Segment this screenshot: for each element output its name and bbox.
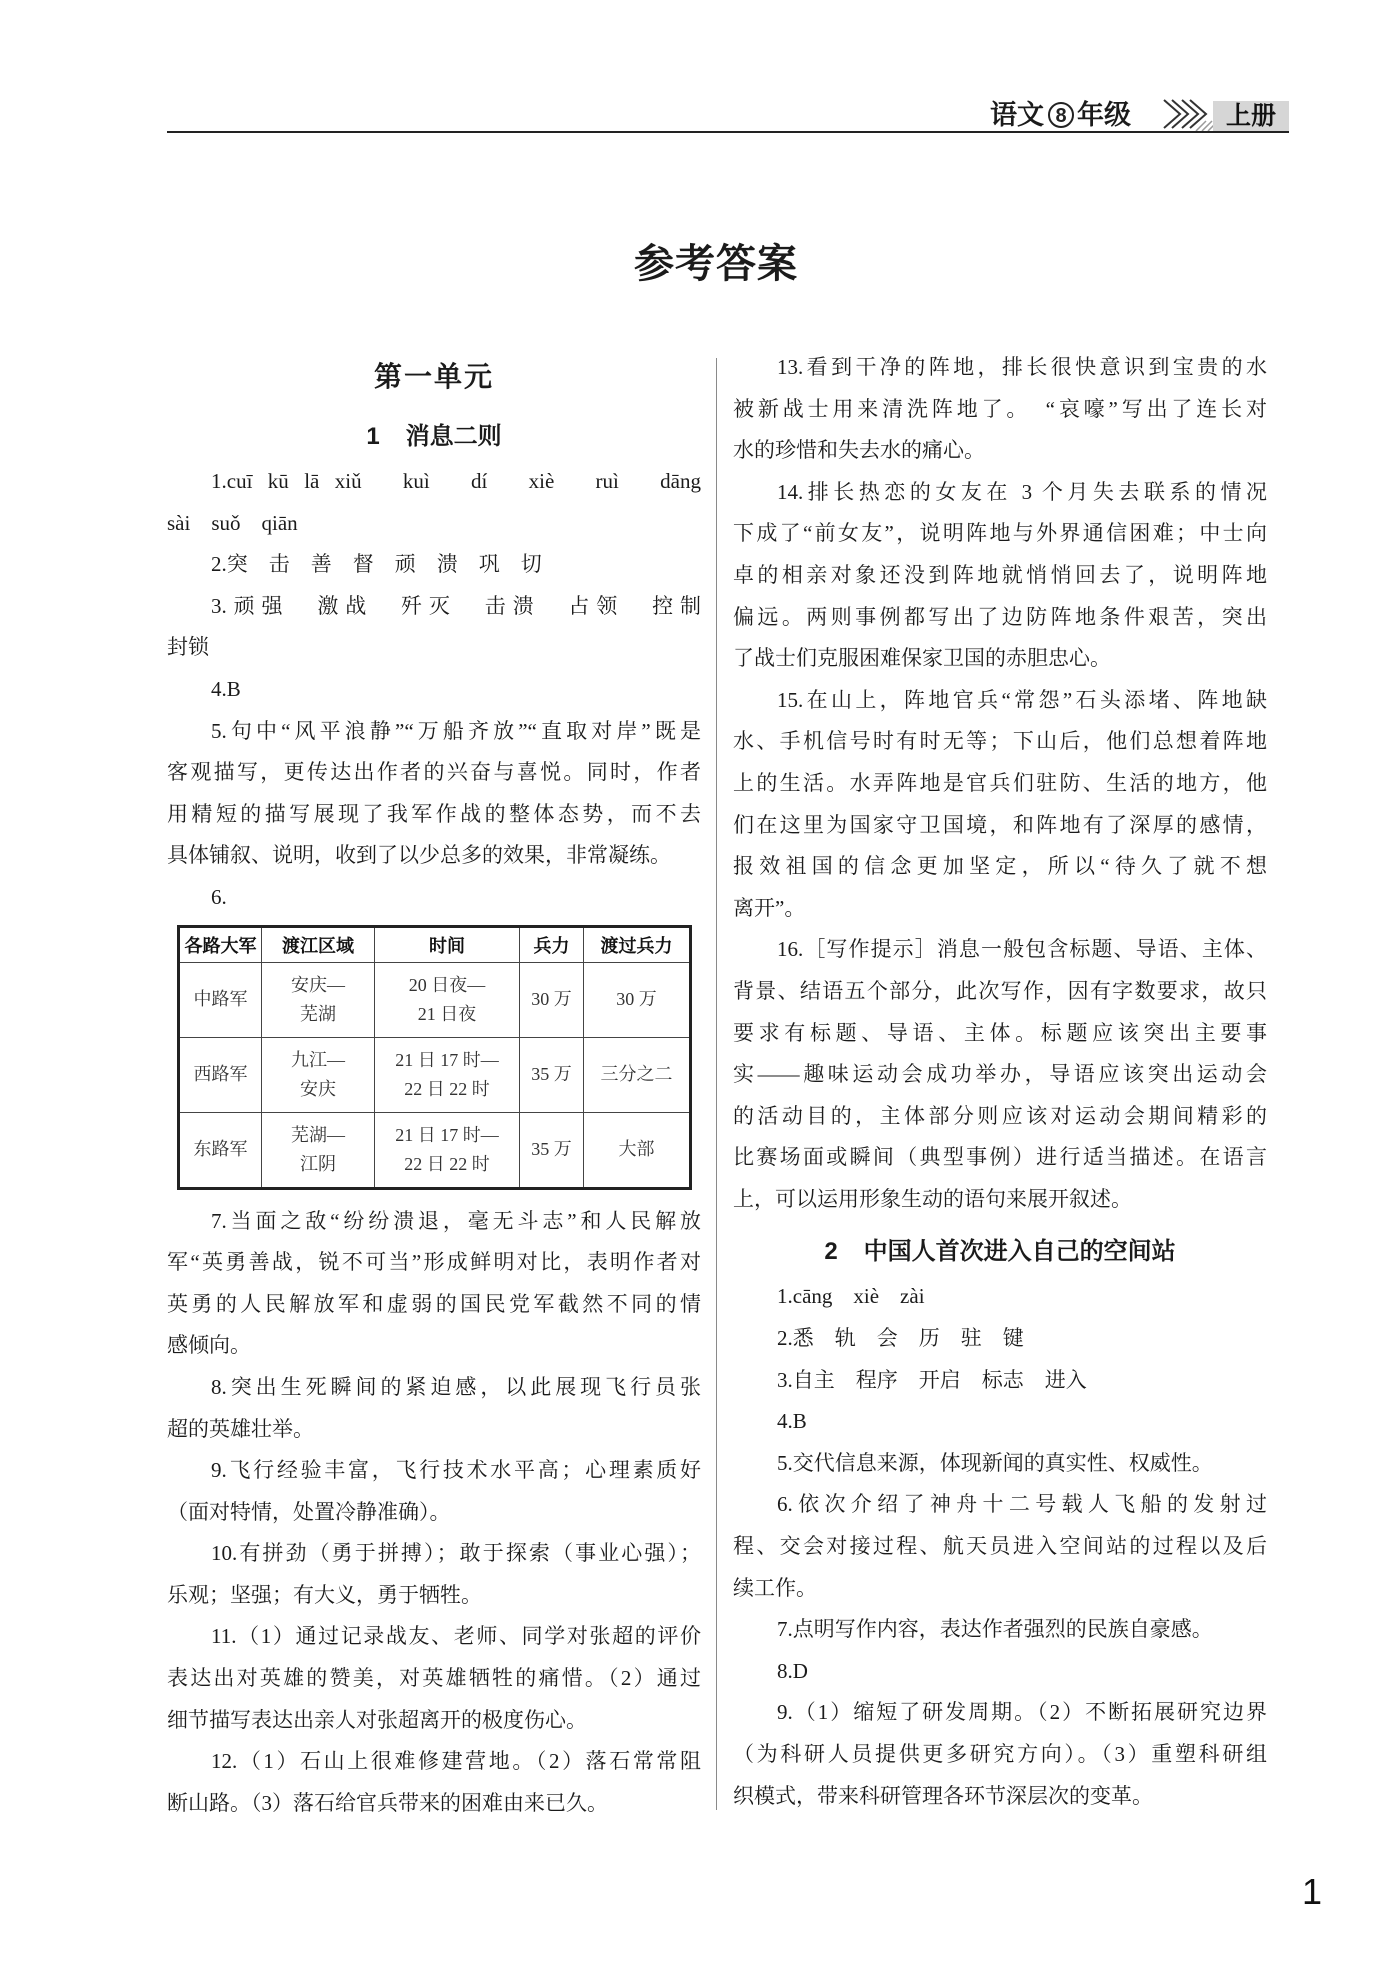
answer-item (733, 1609, 1267, 1651)
table-cell (375, 1037, 520, 1112)
table-cell-text: 21 日夜 (417, 1003, 477, 1024)
answer-line: 用精短的描写展现了我军作战的整体态势，而不去 (167, 801, 701, 826)
table-cell (520, 1112, 584, 1188)
answer-line: （为科研人员提供更多研究方向）。（3）重塑科研组 (733, 1742, 1267, 1766)
answer-item (167, 877, 701, 919)
answer-line: 比赛场面或瞬间（典型事例）进行适当描述。在语言 (733, 1145, 1267, 1170)
left-column (167, 353, 701, 1824)
army-crossing-table (177, 925, 692, 1190)
answer-line: 16.［写作提示］消息一般包含标题、导语、主体、 (777, 937, 1267, 962)
table-header-cell: 各路大军 (179, 926, 262, 962)
answer-line: 客观描写，更传达出作者的兴奋与喜悦。同时，作者 (167, 760, 701, 785)
answer-item (167, 1367, 701, 1450)
table-cell (179, 1112, 262, 1188)
lesson-number: 2 (824, 1238, 838, 1266)
table-cell-text: 安庆 (300, 1078, 336, 1099)
table-cell (262, 962, 375, 1037)
answer-item (733, 1692, 1267, 1817)
answer-line: 12.（1）石山上很难修建营地。（2）落石常常阻 (211, 1749, 701, 1774)
double-chevron-icon (1160, 96, 1216, 132)
table-cell (584, 962, 691, 1037)
subject-label: 语文 (990, 100, 1044, 130)
grade-label: 年级 (1077, 100, 1131, 130)
answer-line: 8.突出生死瞬间的紧迫感，以此展现飞行员张 (211, 1374, 701, 1399)
answer-item (167, 1616, 701, 1741)
table-cell (520, 1037, 584, 1112)
lesson-number: 1 (366, 423, 380, 450)
answer-line: sài suǒ qiān (167, 510, 298, 535)
page-title: 参考答案 (634, 241, 798, 286)
answer-line: 报效祖国的信念更加坚定，所以“待久了就不想 (733, 854, 1267, 879)
table-header-cell: 渡过兵力 (584, 926, 691, 962)
answer-line: 卓的相亲对象还没到阵地就悄悄回去了，说明阵地 (733, 562, 1267, 587)
table-cell-text: 35 万 (531, 1139, 572, 1160)
table-cell (179, 1037, 262, 1112)
answer-list (733, 1276, 1267, 1817)
table-cell-text: 20 日夜— (408, 974, 486, 995)
table-cell-text: 芜湖— (291, 1124, 345, 1145)
answer-line: 背景、结语五个部分，此次写作，因有字数要求，故只 (733, 978, 1267, 1003)
table-header-cell: 兵力 (520, 926, 584, 962)
answer-line: 超的英雄壮举。 (167, 1416, 314, 1441)
answer-item (733, 1360, 1267, 1402)
unit-title: 第一单元 (373, 361, 494, 392)
answer-line: 水的珍惜和失去水的痛心。 (733, 438, 985, 463)
table-cell-text: 九江— (291, 1049, 345, 1070)
table-cell-text: 22 日 22 时 (404, 1153, 490, 1174)
table-cell-text: 中路军 (193, 989, 248, 1010)
answer-item (733, 1484, 1267, 1609)
table-cell (179, 962, 262, 1037)
answer-line: 下成了“前女友”，说明阵地与外界通信困难；中士向 (733, 521, 1267, 546)
book-label (990, 98, 1131, 132)
answer-line: 10.有拼劲（勇于拼搏）；敢于探索（事业心强）； (211, 1541, 701, 1566)
table-row (179, 1037, 691, 1112)
answer-line: 了战士们克服困难保家卫国的赤胆忠心。 (733, 646, 1111, 671)
answer-line: 9.飞行经验丰富，飞行技术水平高；心理素质好 (211, 1458, 701, 1483)
answer-item (167, 1201, 701, 1367)
table-cell (584, 1037, 691, 1112)
answer-line: 2.突 击 善 督 顽 溃 巩 切 (211, 552, 542, 577)
table-cell-text: 30 万 (616, 989, 657, 1010)
table-cell-text: 30 万 (531, 989, 572, 1010)
table-cell (584, 1112, 691, 1188)
answer-line: 15.在山上，阵地官兵“常怨”石头添堵、阵地缺 (777, 687, 1267, 712)
answer-line: 表达出对英雄的赞美，对英雄牺牲的痛惜。（2）通过 (167, 1666, 701, 1691)
table-cell (375, 1112, 520, 1188)
answer-line: 乐观；坚强；有大义，勇于牺牲。 (167, 1582, 482, 1607)
answer-line: 13.看到干净的阵地，排长很快意识到宝贵的水 (777, 355, 1267, 379)
column-divider (716, 358, 717, 1810)
answer-line: 程、交会对接过程、航天员进入空间站的过程以及后 (733, 1534, 1267, 1559)
answer-line: 3.顽强 激战 歼灭 击溃 占领 控制 (211, 593, 701, 618)
answer-line: 实——趣味运动会成功举办，导语应该突出运动会 (733, 1062, 1267, 1087)
grade-badge: 8 (1048, 102, 1074, 128)
answer-item (733, 472, 1267, 680)
answer-line: （面对特情，处置冷静准确）。 (167, 1499, 451, 1524)
answer-line: 水、手机信号时有时无等；下山后，他们总想着阵地 (733, 729, 1267, 754)
table-header-row (179, 926, 691, 962)
answer-list (167, 1201, 701, 1825)
answer-line: 11.（1）通过记录战友、老师、同学对张超的评价 (211, 1624, 701, 1649)
answer-line: 续工作。 (733, 1575, 817, 1600)
answer-line: 1.cāng xiè zài (777, 1284, 925, 1309)
answer-line: 们在这里为国家守卫国境，和阵地有了深厚的感情， (733, 812, 1267, 837)
lesson-heading (167, 415, 701, 459)
answer-line: 织模式，带来科研管理各环节深层次的变革。 (733, 1783, 1153, 1808)
table-body (179, 962, 691, 1188)
answer-line: 5.句中“风平浪静”“万船齐放”“直取对岸”既是 (211, 718, 701, 743)
answer-item (167, 1741, 701, 1824)
answer-list (733, 347, 1267, 1220)
answer-item (733, 1443, 1267, 1485)
table-cell (375, 962, 520, 1037)
answer-item (167, 669, 701, 711)
answer-line: 6.依次介绍了神舟十二号载人飞船的发射过 (777, 1492, 1267, 1517)
answer-line: 8.D (777, 1658, 808, 1683)
table-cell (520, 962, 584, 1037)
table-header-cell: 渡江区域 (262, 926, 375, 962)
answer-line: 军“英勇善战，锐不可当”形成鲜明对比，表明作者对 (167, 1250, 701, 1275)
lesson-heading (733, 1230, 1267, 1274)
answer-line: 上，可以运用形象生动的语句来展开叙述。 (733, 1186, 1132, 1211)
answer-line: 上的生活。水弄阵地是官兵们驻防、生活的地方，他 (733, 770, 1267, 795)
answer-item (733, 680, 1267, 930)
table-cell-text: 21 日 17 时— (395, 1049, 499, 1070)
answer-line: 5.交代信息来源，体现新闻的真实性、权威性。 (777, 1450, 1213, 1475)
answer-line: 7.点明写作内容，表达作者强烈的民族自豪感。 (777, 1617, 1213, 1642)
answer-item (733, 1401, 1267, 1443)
lesson-title: 中国人首次进入自己的空间站 (863, 1238, 1176, 1266)
answer-item (733, 347, 1267, 472)
table-row (179, 1112, 691, 1188)
answer-item (167, 711, 701, 877)
answer-item (733, 1651, 1267, 1693)
answer-line: 4.B (211, 676, 241, 701)
answer-item (733, 1276, 1267, 1318)
table-cell-text: 安庆— (291, 974, 345, 995)
table-cell-text: 江阴 (300, 1153, 336, 1174)
answer-line: 1.cuī kū lā xiǔ kuì dí xiè ruì dāng (211, 469, 701, 493)
answer-line: 细节描写表达出亲人对张超离开的极度伤心。 (167, 1707, 587, 1732)
lesson-title: 消息二则 (405, 423, 502, 450)
page-number: 1 (1302, 1871, 1323, 1912)
table-cell-text: 22 日 22 时 (404, 1078, 490, 1099)
answer-item (167, 1450, 701, 1533)
answer-line: 9.（1）缩短了研发周期。（2）不断拓展研究边界 (777, 1700, 1267, 1725)
answer-line: 6. (211, 884, 227, 909)
answer-line: 14.排长热恋的女友在 3 个月失去联系的情况 (777, 479, 1267, 504)
answer-line: 2.悉 轨 会 历 驻 键 (777, 1326, 1024, 1351)
table-cell (262, 1112, 375, 1188)
table-cell-text: 东路军 (193, 1139, 248, 1160)
answer-line: 封锁 (167, 635, 209, 660)
right-column (733, 347, 1267, 1817)
answer-line: 断山路。（3）落石给官兵带来的困难由来已久。 (167, 1790, 608, 1815)
volume-badge (1213, 101, 1289, 131)
answer-list (167, 461, 701, 919)
answer-line: 7.当面之敌“纷纷溃退，毫无斗志”和人民解放 (211, 1208, 701, 1233)
table-cell-text: 芜湖 (300, 1003, 336, 1024)
answer-line: 英勇的人民解放军和虚弱的国民党军截然不同的情 (167, 1291, 701, 1316)
header-rule (167, 131, 1289, 133)
answer-item (167, 544, 701, 586)
answer-line: 要求有标题、导语、主体。标题应该突出主要事 (733, 1020, 1267, 1045)
answer-line: 感倾向。 (167, 1333, 251, 1358)
table-cell (262, 1037, 375, 1112)
answer-line: 偏远。两则事例都写出了边防阵地条件艰苦，突出 (733, 604, 1267, 629)
table-row (179, 962, 691, 1037)
answer-line: 4.B (777, 1409, 807, 1434)
answer-line: 被新战士用来清洗阵地了。 “哀嚎”写出了连长对 (733, 396, 1267, 421)
answer-line: 的活动目的，主体部分则应该对运动会期间精彩的 (733, 1103, 1267, 1128)
table-cell-text: 三分之二 (600, 1064, 673, 1085)
table-cell-text: 21 日 17 时— (395, 1124, 499, 1145)
answer-line: 离开”。 (733, 895, 806, 920)
answer-line: 具体铺叙、说明，收到了以少总多的效果，非常凝练。 (167, 843, 671, 868)
answer-line: 3.自主 程序 开启 标志 进入 (777, 1367, 1087, 1392)
table-cell-text: 西路军 (193, 1064, 248, 1085)
table-cell-text: 35 万 (531, 1064, 572, 1085)
table-cell-text: 大部 (618, 1139, 655, 1160)
answer-item (733, 1318, 1267, 1360)
answer-item (733, 929, 1267, 1220)
answer-item (167, 586, 701, 669)
table-header-cell: 时间 (375, 926, 520, 962)
answer-item (167, 461, 701, 544)
volume-label: 上册 (1225, 102, 1276, 130)
answer-item (167, 1533, 701, 1616)
